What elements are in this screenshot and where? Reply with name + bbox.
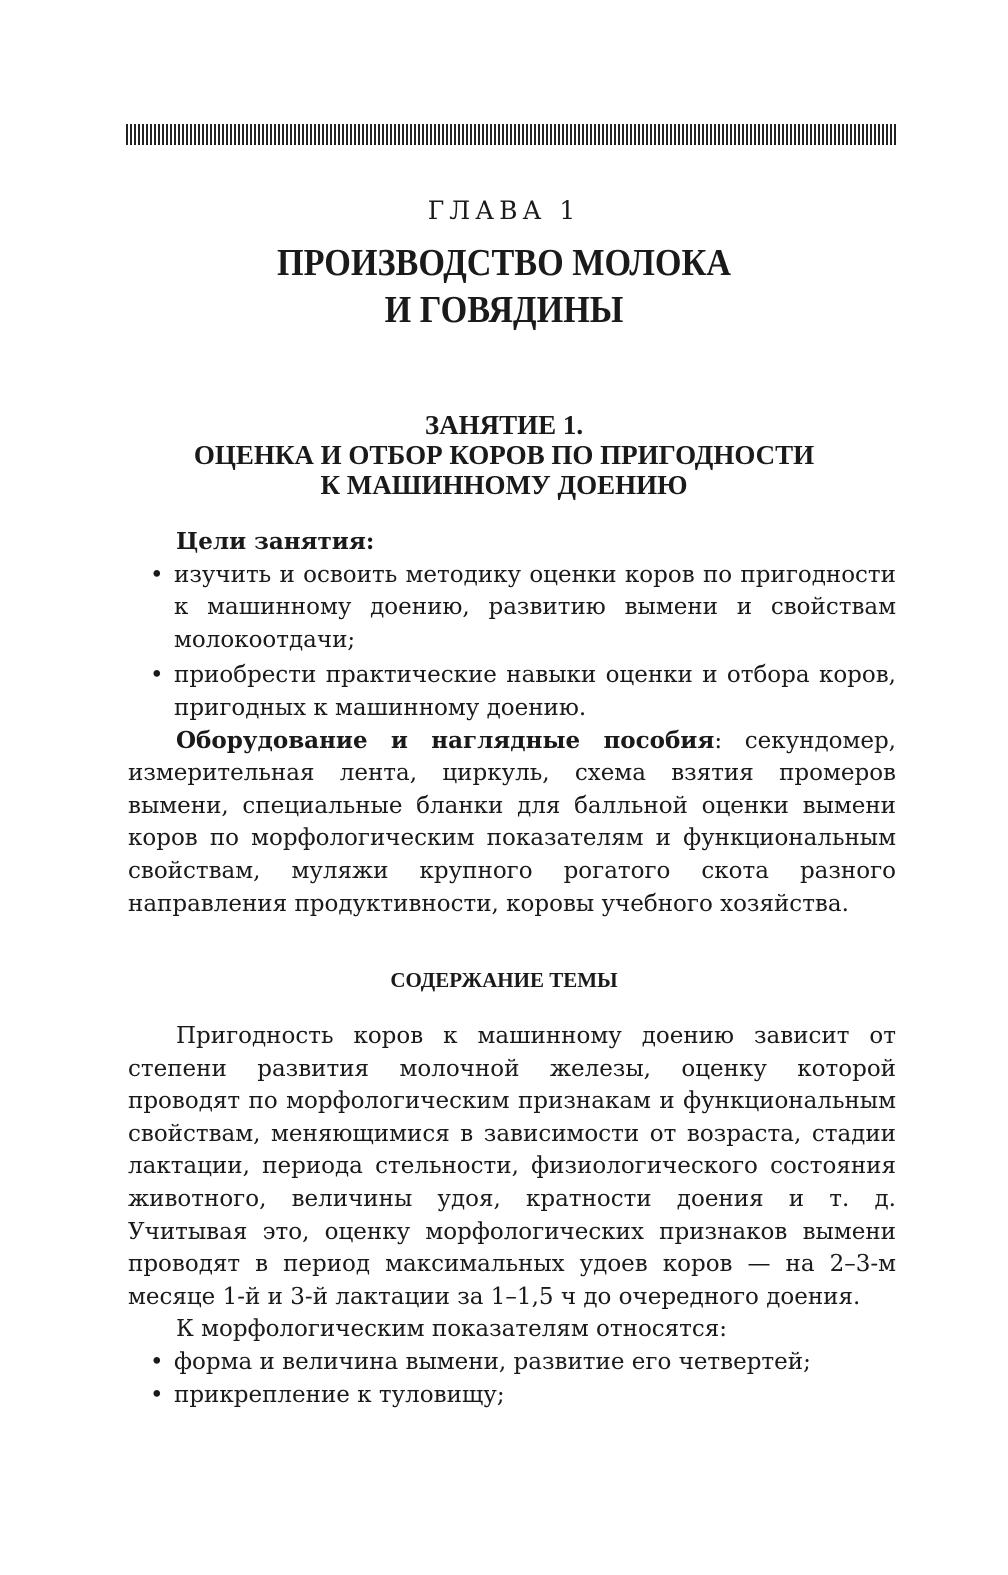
list-item-text: приобрести практические навыки оценки и отбора коров, пригодных к машинному доению. <box>174 662 896 721</box>
chapter-title-line: И ГОВЯДИНЫ <box>384 289 624 331</box>
content-paragraph: Пригодность коров к машинному доению зависит от степени развития молочной железы, оценку которой проводят по морфологическим признакам и функциональным свойствам, меняющимися в зависимости от возраста, стадии лактации, периода стельности, физиологического состояния животного, величины удоя, кратности доения и т. д. Учитывая это, оценку морфологических признаков вымени проводят в период максимальных удоев коров — на 2–3-м месяце 1-й и 3-й лактации за 1–1,5 ч до очередного доения. <box>128 1023 896 1310</box>
list-item <box>128 1346 896 1379</box>
chapter-label: ГЛАВА 1 <box>427 196 581 225</box>
equipment-paragraph <box>128 725 896 921</box>
content-block <box>128 1020 896 1411</box>
lesson-heading <box>0 410 1008 500</box>
bullet-icon: • <box>150 1381 164 1408</box>
chapter-title-line: ПРОИЗВОДСТВО МОЛОКА <box>276 242 732 284</box>
chapter-title <box>50 240 957 334</box>
goals-title: Цели занятия: <box>176 528 375 555</box>
bullet-icon: • <box>150 662 164 689</box>
lesson-heading-line: ОЦЕНКА И ОТБОР КОРОВ ПО ПРИГОДНОСТИ <box>193 440 815 470</box>
list-item <box>128 659 896 724</box>
list-item <box>128 1379 896 1412</box>
list-item-text: изучить и освоить методику оценки коров по пригодности к машинному доению, развитию вымени и свойствам молокоотдачи; <box>174 561 896 653</box>
goals-block <box>128 526 896 920</box>
lesson-heading-line: ЗАНЯТИЕ 1. <box>424 410 584 440</box>
section-title: СОДЕРЖАНИЕ ТЕМЫ <box>390 968 618 992</box>
equipment-text: : секундомер, измерительная лента, циркуль, схема взятия промеров вымени, специальные бланки для балльной оценки вымени коров по морфологическим показателям и функциональным свойствам, муляжи крупного рогатого скота разного направления продуктивности, коровы учебного хозяйства. <box>128 727 896 917</box>
list-item <box>128 559 896 657</box>
equipment-label: Оборудование и наглядные пособия <box>176 726 715 754</box>
list-item-text: форма и величина вымени, развитие его четвертей; <box>174 1348 811 1375</box>
header-rule <box>126 124 896 145</box>
bullet-icon: • <box>150 1348 164 1375</box>
content-paragraph: К морфологическим показателям относятся: <box>176 1316 728 1343</box>
bullet-icon: • <box>150 561 164 588</box>
list-item-text: прикрепление к туловищу; <box>174 1381 505 1408</box>
lesson-heading-line: К МАШИННОМУ ДОЕНИЮ <box>320 470 688 500</box>
